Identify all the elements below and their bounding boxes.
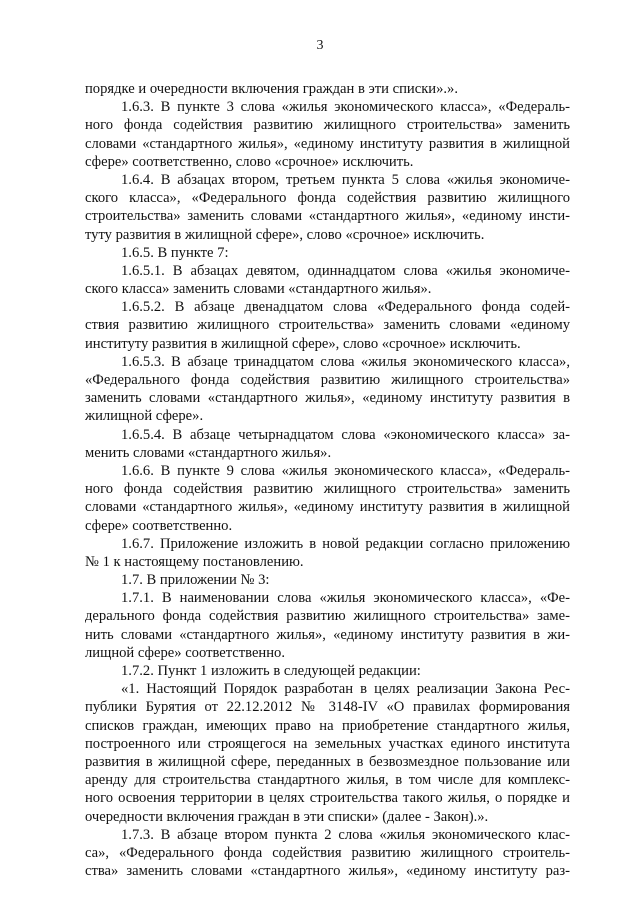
document-body — [85, 80, 570, 880]
text-line: аренду для строительства стандартного жилья, в том числе для комплекс- — [85, 772, 570, 789]
text-line: № 1 к настоящему постановлению. — [85, 553, 304, 570]
text-line: 1.6.5.1. В абзацах девятом, одиннадцатом слова «жилья экономиче- — [121, 262, 570, 279]
text-line: са», «Федерального фонда содействия развитию жилищного строитель- — [85, 844, 570, 861]
text-line: ствия развитию жилищного строительства» заменить словами «единому — [85, 317, 570, 334]
text-line: менить словами «стандартного жилья». — [85, 444, 332, 461]
text-line: 1.6.6. В пункте 9 слова «жилья экономического класса», «Федераль- — [121, 462, 570, 479]
text-line: институту развития в жилищной сфере», слово «срочное» исключить. — [85, 335, 521, 352]
text-line: «Федерального фонда содействия развитию жилищного строительства» — [85, 372, 570, 388]
text-line: строительства» заменить словами «стандартного жилья», «единому инсти- — [85, 208, 570, 225]
text-line: «1. Настоящий Порядок разработан в целях реализации Закона Рес- — [121, 681, 570, 698]
text-line: 1.6.7. Приложение изложить в новой редакции согласно приложению — [121, 535, 570, 552]
text-line: ства» заменить словами «стандартного жилья», «единому институту раз- — [85, 863, 570, 880]
text-line: 1.7.2. Пункт 1 изложить в следующей редакции: — [121, 663, 421, 679]
text-line: лищной сфере» соответственно. — [85, 644, 286, 661]
text-line: словами «стандартного жилья», «единому институту развития в жилищной — [85, 499, 570, 516]
text-line: построенного или строящегося на земельных участках единого института — [85, 735, 570, 752]
text-line: 1.6.5.3. В абзаце тринадцатом слова «жилья экономического класса», — [121, 353, 570, 370]
page-number: 3 — [316, 38, 324, 53]
text-line: 1.6.4. В абзацах втором, третьем пункта 5 слова «жилья экономиче- — [121, 171, 570, 188]
text-line: сфере» соответственно. — [85, 517, 233, 534]
text-line: дерального фонда содействия развитию жилищного строительства» заме- — [85, 608, 570, 625]
text-line: ского класса» заменить словами «стандартного жилья». — [85, 281, 432, 298]
text-line: порядке и очередности включения граждан в эти списки».». — [85, 81, 458, 97]
text-line: 1.6.5.4. В абзаце четырнадцатом слова «экономического класса» за- — [121, 426, 570, 443]
text-line: 1.7.1. В наименовании слова «жилья экономического класса», «Фе- — [121, 590, 570, 607]
text-line: публики Бурятия от 22.12.2012 № 3148-IV «О правилах формирования — [85, 699, 570, 716]
text-line: заменить словами «стандартного жилья», «единому институту развития в — [85, 390, 570, 407]
text-line: 1.6.5. В пункте 7: — [121, 244, 229, 261]
text-line: развития в жилищной сфере, переданных в безвозмездное пользование или — [85, 753, 570, 770]
text-line: ного фонда содействия развитию жилищного строительства» заменить — [85, 481, 570, 498]
text-line: 1.7.3. В абзаце втором пункта 2 слова «жилья экономического клас- — [121, 826, 570, 843]
text-line: 1.6.5.2. В абзаце двенадцатом слова «Федерального фонда содей- — [121, 299, 570, 316]
text-line: ного освоения территории в целях строительства такого жилья, о порядке и — [85, 790, 570, 807]
text-line: ного фонда содействия развитию жилищного строительства» заменить — [85, 117, 570, 134]
text-line: очередности включения граждан в эти списки» (далее - Закон).». — [85, 808, 489, 825]
text-line: туту развития в жилищной сфере», слово «срочное» исключить. — [85, 226, 485, 243]
text-line: ского класса», «Федерального фонда содействия развитию жилищного — [85, 190, 570, 207]
text-line: нить словами «стандартного жилья», «единому институту развития в жи- — [85, 626, 570, 643]
text-line: 1.6.3. В пункте 3 слова «жилья экономического класса», «Федераль- — [121, 99, 570, 116]
text-line: словами «стандартного жилья», «единому институту развития в жилищной — [85, 135, 570, 152]
text-line: сфере» соответственно, слово «срочное» исключить. — [85, 153, 414, 170]
text-line: 1.7. В приложении № 3: — [121, 572, 270, 589]
text-line: жилищной сфере». — [85, 408, 204, 425]
text-line: списков граждан, имеющих право на приобретение стандартного жилья, — [85, 717, 570, 734]
